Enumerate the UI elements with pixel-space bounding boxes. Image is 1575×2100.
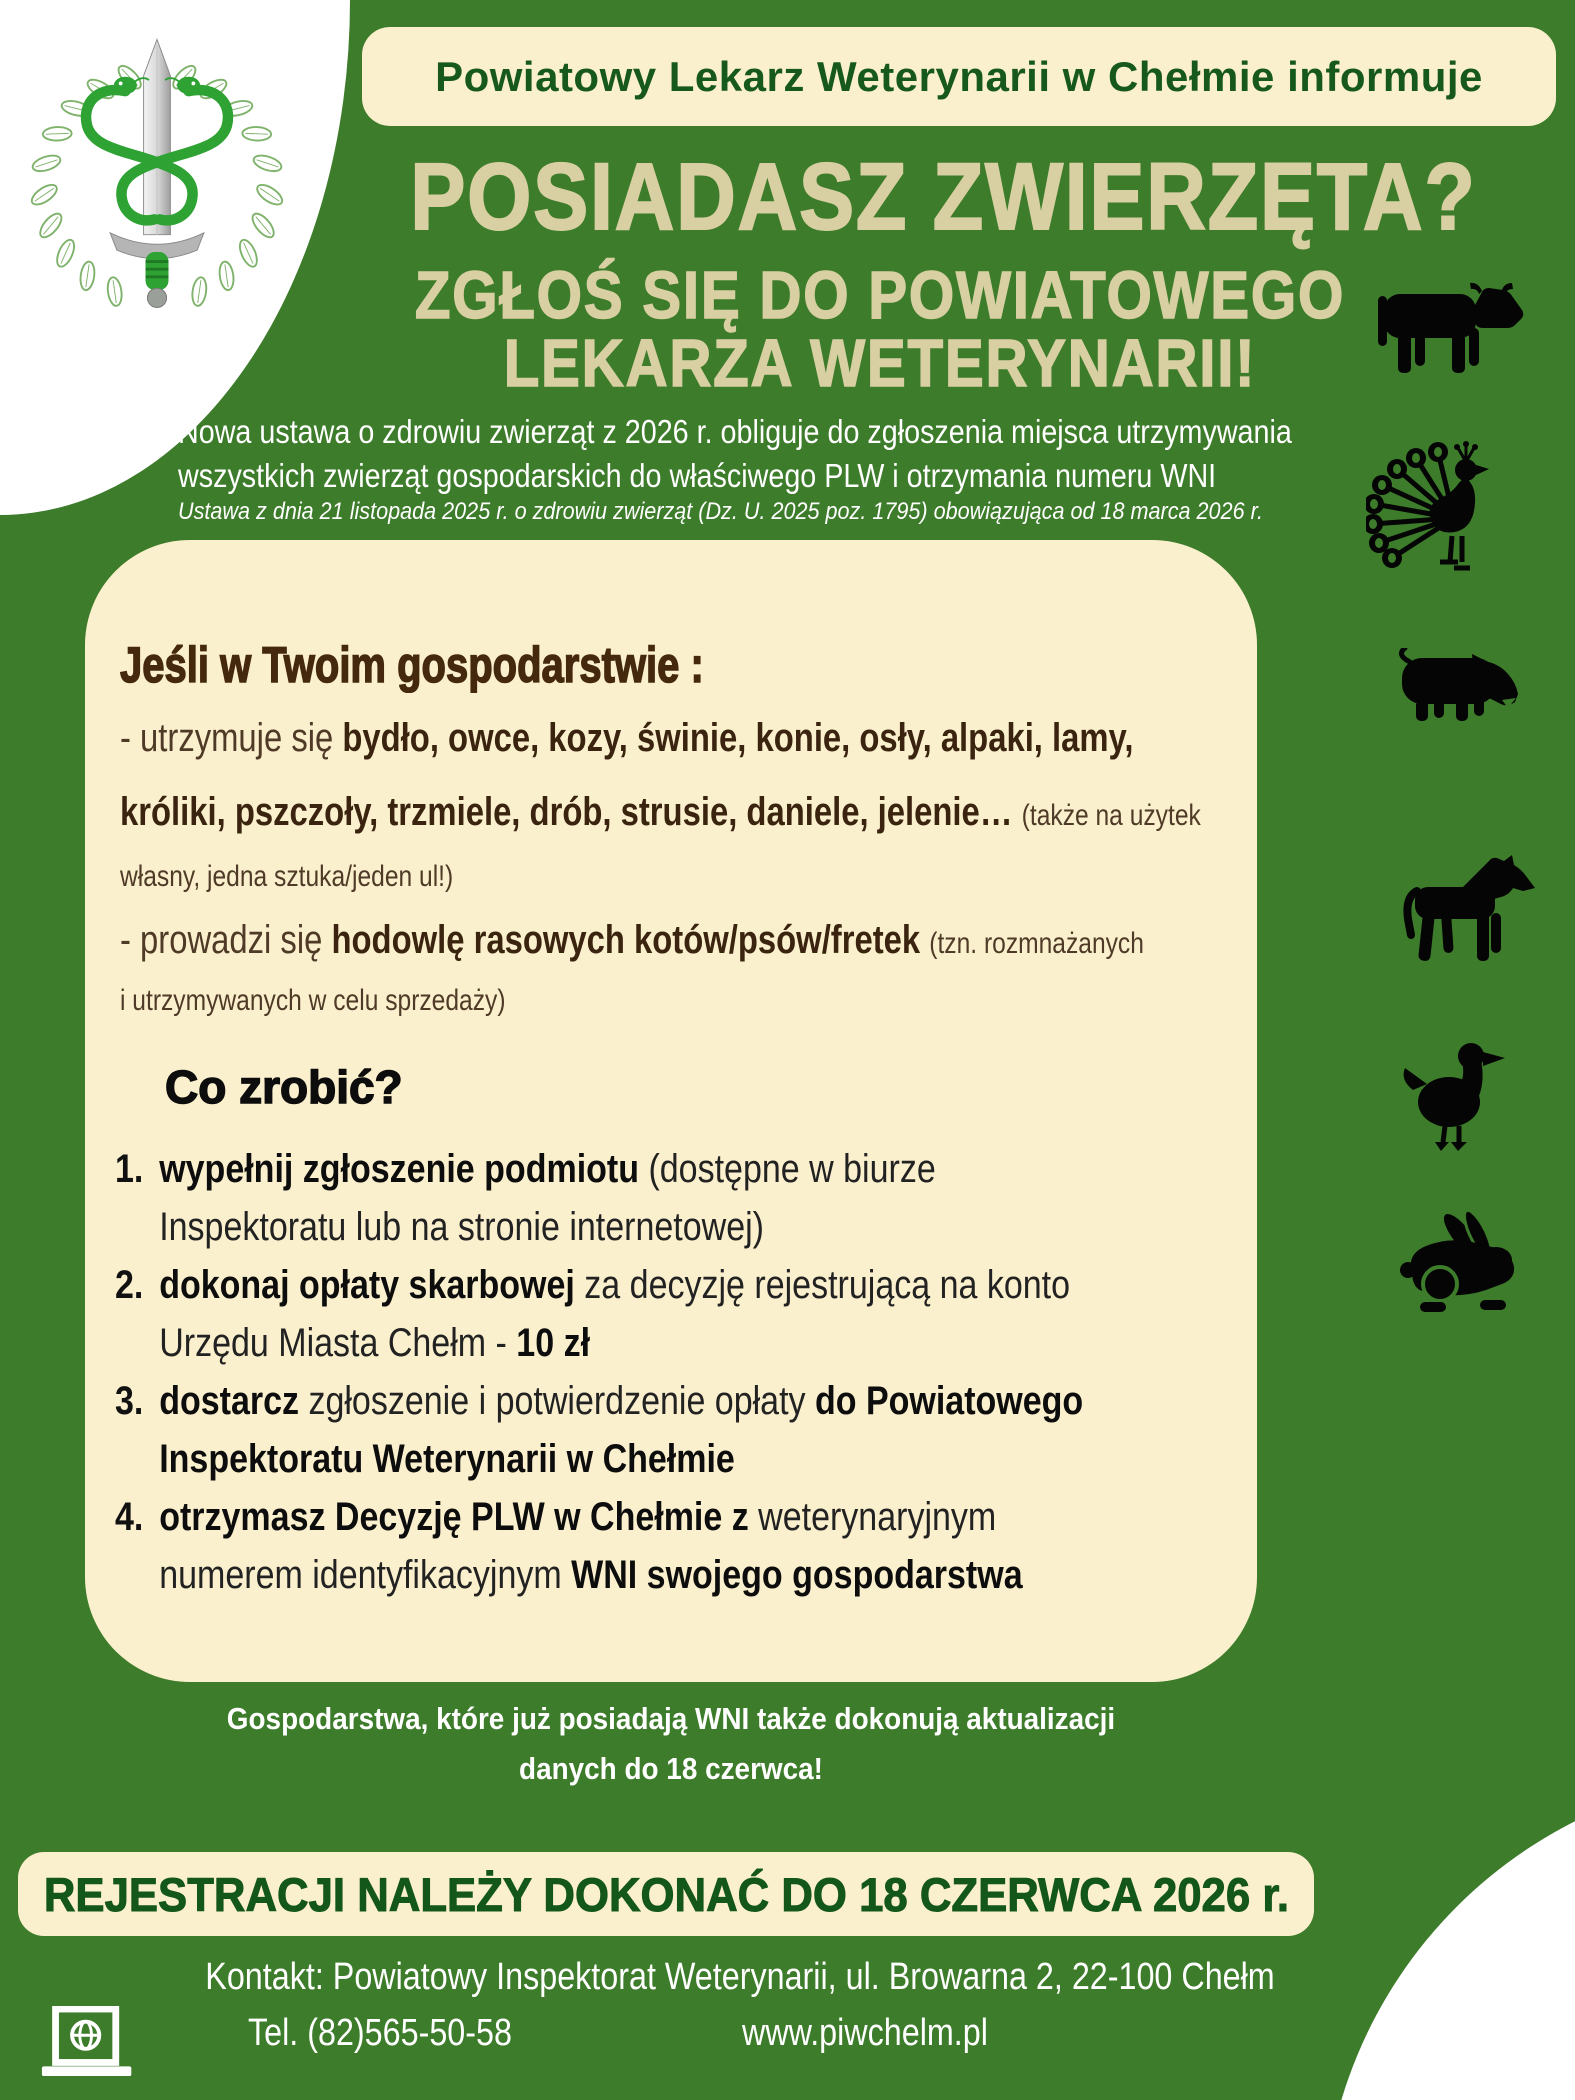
deadline-text: REJESTRACJI NALEŻY DOKONAĆ DO 18 CZERWCA 2026 r.	[43, 1867, 1289, 1921]
panel-heading: Jeśli w Twoim gospodarstwie :	[120, 637, 704, 693]
keeping-list-part1: bydło, owce, kozy, świnie, konie, osły, alpaki, lamy,	[342, 716, 1134, 760]
step-text: otrzymasz Decyzję PLW w Chełmie z weterynaryjnym numerem identyfikacyjnym WNI swojego gospodarstwa	[159, 1495, 1023, 1597]
top-banner	[362, 27, 1556, 126]
keeping-intro: - utrzymuje się	[120, 716, 343, 760]
step-text: dokonaj opłaty skarbowej za decyzję rejestrującą na konto Urzędu Miasta Chełm - 10 zł	[159, 1263, 1071, 1365]
keeping-line1	[120, 716, 1133, 761]
breeding-line2: i utrzymywanych w celu sprzedaży)	[120, 984, 506, 1017]
what-to-do-heading: Co zrobić?	[165, 1061, 403, 1113]
breeding-line1	[120, 918, 1144, 963]
step-text: dostarcz zgłoszenie i potwierdzenie opłaty do Powiatowego Inspektoratu Weterynarii w Chełmie	[159, 1379, 1084, 1481]
update-note-line1: Gospodarstwa, które już posiadają WNI także dokonują aktualizacji	[226, 1701, 1116, 1736]
contact-phone: Tel. (82)565-50-58	[248, 2012, 512, 2054]
intro-line1: Nowa ustawa o zdrowiu zwierząt z 2026 r. obliguje do zgłoszenia miejsca utrzymywania	[178, 413, 1292, 450]
goose-icon	[1401, 1040, 1519, 1152]
breeding-bold: hodowlę rasowych kotów/psów/fretek	[331, 918, 930, 962]
keeping-line3: własny, jedna sztuka/jeden ul!)	[120, 860, 454, 893]
pig-icon	[1394, 648, 1524, 722]
laptop-globe-icon	[40, 2006, 142, 2082]
headline-sub	[410, 258, 1350, 402]
horse-icon	[1403, 855, 1535, 969]
top-banner-title: Powiatowy Lekarz Weterynarii w Chełmie informuje	[435, 52, 1483, 100]
keeping-line2	[120, 790, 1201, 835]
contact-line: Kontakt: Powiatowy Inspektorat Weterynarii, ul. Browarna 2, 22-100 Chełm	[205, 1956, 1275, 1998]
intro-legal-note: Ustawa z dnia 21 listopada 2025 r. o zdrowiu zwierząt (Dz. U. 2025 poz. 1795) obowiązująca od 18 marca 2026 r.	[178, 498, 1263, 525]
intro-line2: wszystkich zwierząt gospodarskich do właściwego PLW i otrzymania numeru WNI	[178, 457, 1217, 494]
info-panel	[85, 540, 1257, 1682]
headline-main: POSIADASZ ZWIERZĘTA?	[410, 144, 1477, 250]
rabbit-icon	[1396, 1208, 1520, 1316]
step-number: 3.	[115, 1379, 144, 1423]
update-note	[144, 1694, 1199, 1794]
headline-sub-line1: ZGŁOŚ SIĘ DO POWIATOWEGO	[414, 258, 1346, 333]
step-item-3	[115, 1372, 1084, 1488]
deadline-banner	[18, 1852, 1314, 1936]
contact-website: www.piwchelm.pl	[742, 2012, 988, 2054]
cow-icon	[1378, 282, 1524, 374]
peacock-icon	[1366, 440, 1512, 580]
breeding-intro: - prowadzi się	[120, 918, 332, 962]
breeding-note-part1: (tzn. rozmnażanych	[929, 927, 1144, 960]
step-number: 1.	[115, 1147, 144, 1191]
step-item-4	[115, 1488, 1084, 1604]
bottom-right-white-blob	[1322, 1772, 1575, 2100]
headline-sub-line2: LEKARZA WETERYNARII!	[503, 326, 1257, 402]
keeping-list-part2: króliki, pszczoły, trzmiele, drób, strusie, daniele, jelenie…	[120, 790, 1022, 834]
update-note-line2: danych do 18 czerwca!	[519, 1751, 823, 1787]
keeping-note-part1: (także na użytek	[1021, 799, 1201, 832]
step-text: wypełnij zgłoszenie podmiotu (dostępne w biurze Inspektoratu lub na stronie internetowej)	[159, 1147, 936, 1249]
step-number: 2.	[115, 1263, 144, 1307]
steps-list	[115, 1140, 1084, 1604]
step-item-1	[115, 1140, 1084, 1256]
veterinary-inspection-emblem-icon	[18, 26, 296, 318]
step-number: 4.	[115, 1495, 144, 1539]
step-item-2	[115, 1256, 1084, 1372]
